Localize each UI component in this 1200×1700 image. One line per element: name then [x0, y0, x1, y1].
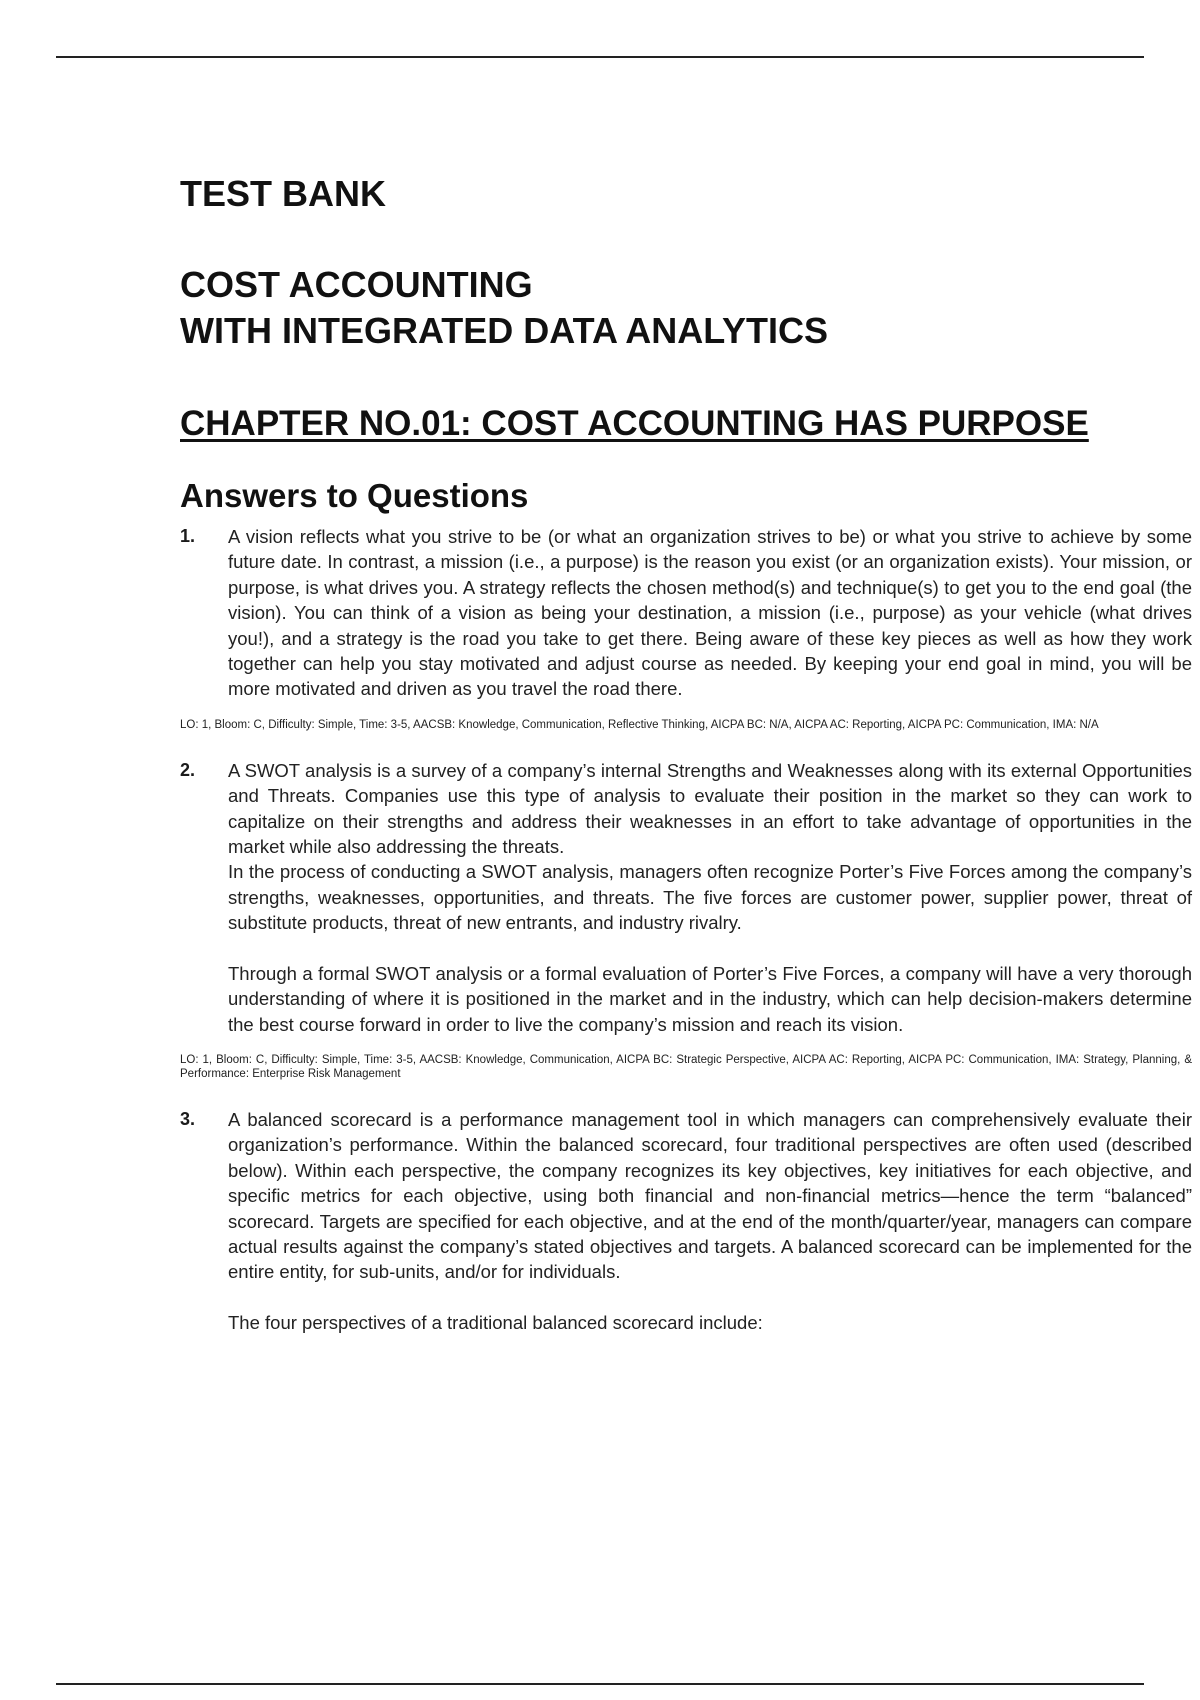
book-title	[180, 262, 1192, 354]
question-1	[180, 524, 1192, 702]
bottom-rule	[56, 1683, 1144, 1685]
answer-paragraph: In the process of conducting a SWOT analysis, managers often recognize Porter’s Five Forces among the company’s strengths, weaknesses, opportunities, and threats. The five forces are customer power, supplier power, threat of substitute products, threat of new entrants, and industry rivalry.	[228, 861, 1192, 934]
answer-paragraph: A SWOT analysis is a survey of a company’s internal Strengths and Weaknesses along with its external Opportunities and Threats. Companies use this type of analysis to evaluate their position in the market so they can work to capitalize on their strengths and address their weaknesses in an effort to take advantage of opportunities in the market while also addressing the threats.	[228, 759, 1192, 858]
answer-paragraph: A balanced scorecard is a performance management tool in which managers can comprehensively evaluate their organization’s performance. Within the balanced scorecard, four traditional perspectives are often used (described below). Within each perspective, the company recognizes its key objectives, key initiatives for each objective, and specific metrics for each objective, using both financial and non-financial metrics—hence the term “balanced” scorecard. Targets are specified for each objective, and at the end of the month/quarter/year, managers can compare actual results against the company’s stated objectives and targets. A balanced scorecard can be implemented for the entire entity, for sub-units, and/or for individuals.	[228, 1108, 1192, 1283]
document-body	[180, 172, 1192, 1335]
answer-paragraph: A vision reflects what you strive to be (or what an organization strives to be) or what you strive to achieve by some future date. In contrast, a mission (i.e., a purpose) is the reason you exist (or an organization exists). Your mission, or purpose, is what drives you. A strategy reflects the chosen method(s) and technique(s) to get you to the end goal (the vision). You can think of a vision as being your destination, a mission (i.e., purpose) as your vehicle (what drives you!), and a strategy is the road you take to get there. Being aware of these key pieces as well as how they work together can help you stay motivated and adjust course as needed. By keeping your end goal in mind, you will be more motivated and driven as you travel the road there.	[228, 526, 1192, 700]
question-1-metadata: LO: 1, Bloom: C, Difficulty: Simple, Time: 3-5, AACSB: Knowledge, Communication, Reflective Thinking, AICPA BC: N/A, AICPA AC: Reporting, AICPA PC: Communication, IMA: N/A	[180, 718, 1099, 731]
question-2-metadata: LO: 1, Bloom: C, Difficulty: Simple, Time: 3-5, AACSB: Knowledge, Communication, AICPA BC: Strategic Perspective, AICPA AC: Reporting, AICPA PC: Communication, IMA: Strategy, Planning, & Performance: Enterprise Risk Management	[180, 1053, 1192, 1080]
book-title-line-2: WITH INTEGRATED DATA ANALYTICS	[180, 310, 828, 351]
answer-paragraph: The four perspectives of a traditional balanced scorecard include:	[228, 1311, 763, 1333]
question-number: 2.	[180, 759, 196, 780]
question-number: 3.	[180, 1108, 196, 1129]
book-title-line-1: COST ACCOUNTING	[180, 264, 533, 305]
question-3	[180, 1107, 1192, 1335]
question-number: 1.	[180, 526, 196, 546]
chapter-heading: CHAPTER NO.01: COST ACCOUNTING HAS PURPOSE	[180, 404, 1089, 443]
section-heading: Answers to Questions	[180, 477, 529, 514]
answer-paragraph: Through a formal SWOT analysis or a formal evaluation of Porter’s Five Forces, a company will have a very thorough understanding of where it is positioned in the market and in the industry, which can help decision-makers determine the best course forward in order to live the company’s mission and reach its vision.	[228, 962, 1192, 1035]
top-rule	[56, 56, 1144, 58]
document-title: TEST BANK	[180, 173, 386, 214]
question-2	[180, 758, 1192, 1037]
